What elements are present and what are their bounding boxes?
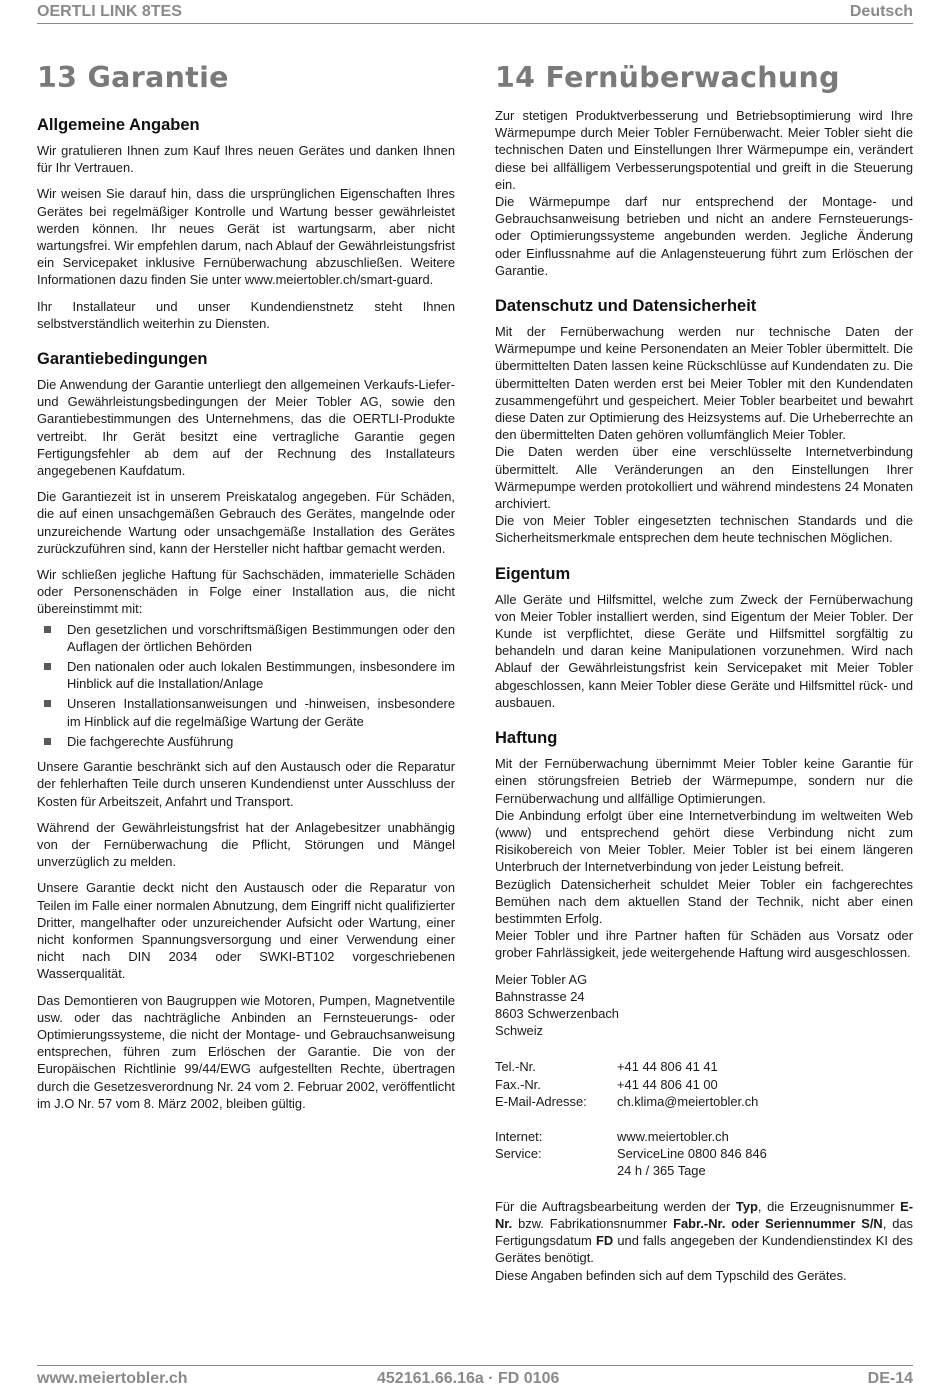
address-line: Bahnstrasse 24 — [495, 988, 585, 1004]
paragraph: Unsere Garantie beschränkt sich auf den Austausch oder die Reparatur der fehlerhaften Teile durch unseren Kundendienst unter Ausschluss der Kosten für Arbeitszeit, Anfahrt und Transport. — [37, 759, 455, 809]
column-fernueberwachung — [495, 58, 913, 1293]
heading-allgemeine-angaben: Allgemeine Angaben — [37, 116, 200, 134]
contact-label: Tel.-Nr. — [495, 1059, 536, 1075]
list-item: Die fachgerechte Ausführung — [37, 733, 455, 750]
paragraph: Bezüglich Datensicherheit schuldet Meier Tobler ein fachgerechtes Bemühen nach dem aktuellen Stand der Technik, nicht aber einen bestimmten Erfolg. — [495, 876, 913, 926]
contact-label: Internet: — [495, 1128, 543, 1144]
table-row — [495, 1128, 767, 1145]
list-item: Den gesetzlichen und vorschriftsmäßigen Bestimmungen oder den Auflagen der örtlichen Behörden — [37, 621, 455, 655]
paragraph: Das Demontieren von Baugruppen wie Motoren, Pumpen, Magnetventile usw. oder das nachträgliche Anbinden an Fernsteuerungs- oder Optimierungssysteme, die nicht der Montage- und Gebrauchsanweisung entsprechen, führen zum Erlöschen der Garantie. Die von der Europäischen Richtlinie 99/44/EWG aufgestellten Rechte, übertragen durch die Gesetzesverordnung Nr. 24 vom 2. Februar 2002, veröffentlicht im J.O Nr. 57 vom 8. März 2002, bleiben gültig. — [37, 992, 455, 1111]
contact-value: ServiceLine 0800 846 846 — [617, 1145, 767, 1161]
conditions-list — [37, 621, 455, 750]
address-line: 8603 Schwerzenbach — [495, 1005, 619, 1021]
paragraph: Die Wärmepumpe darf nur entsprechend der Montage- und Gebrauchsanweisung betrieben und nicht an andere Fernsteuerungs- oder Optimierungssysteme angebunden werden. Jegliche Änderung oder Einflussnahme auf die Anlagensteuerung führt zum Erlöschen der Garantie. — [495, 194, 913, 278]
heading-haftung: Haftung — [495, 729, 558, 748]
list-item: Unseren Installationsanweisungen und -hinweisen, insbesondere im Hinblick auf die regelmäßige Wartung der Geräte — [37, 695, 455, 729]
company-address — [495, 971, 913, 1040]
address-line: Schweiz — [495, 1023, 543, 1039]
page-header — [37, 0, 913, 24]
paragraph: Die Anwendung der Garantie unterliegt den allgemeinen Verkaufs-Liefer- und Gewährleistungsbedingungen der Meier Tobler AG, sowie den Garantiebestimmungen des Unternehmens, das die OERTLI-Produkte vertreibt. Ihr Gerät besitzt eine vertragliche Garantie gegen Fertigungsfehler ab dem auf der Rechnung des Installateurs angegebenen Kaufdatum. — [37, 377, 455, 479]
section-title-garantie: 13 Garantie — [37, 61, 229, 94]
paragraph: Mit der Fernüberwachung übernimmt Meier Tobler keine Garantie für einen störungsfreien Betrieb der Wärmepumpe, sondern nur die Fernüberwachung und allfällige Optimierungen. — [495, 756, 913, 806]
paragraph: Alle Geräte und Hilfsmittel, welche zum Zweck der Fernüberwachung von Meier Tobler installiert werden, sind Eigentum der Meier Tobler. Der Kunde ist verpflichtet, diese Geräte und Hilfsmittel sorgfältig zu behandeln und daran keine Manipulationen vorzunehmen. Wird nach Ablauf der Gewährleistungsfrist kein Servicepaket mit Meier Tobler abgeschlossen, kann Meier Tobler diese Geräte und Hilfsmittel rück- und ausbauen. — [495, 591, 913, 710]
table-row — [495, 1162, 767, 1179]
header-product-name: OERTLI LINK 8TES — [37, 2, 182, 20]
heading-eigentum: Eigentum — [495, 564, 571, 583]
contact-label: Service: — [495, 1145, 542, 1161]
paragraph: Diese Angaben befinden sich auf dem Typschild des Gerätes. — [495, 1267, 847, 1283]
paragraph: Die von Meier Tobler eingesetzten technischen Standards und die Sicherheitsmerkmale entsprechen dem heute technischen Möglichen. — [495, 513, 913, 546]
paragraph: Die Garantiezeit ist in unserem Preiskatalog angegeben. Für Schäden, die auf einen unsachgemäßen Gebrauch des Gerätes, mangelnde oder unzureichende Wartung oder unsachgemäße Installation des Gerätes zurückzuführen sind, kann der Hersteller nicht haftbar gemacht werden. — [37, 489, 455, 556]
square-bullet-icon — [44, 626, 51, 633]
contact-value: 24 h / 365 Tage — [617, 1163, 706, 1179]
paragraph: Unsere Garantie deckt nicht den Austausch oder die Reparatur von Teilen im Falle einer normalen Abnutzung, dem Eingriff nicht qualifizierter Dritter, mangelhafter oder unzureichender Aufsicht oder Wartung, einer nicht konformen Spannungsversorgung und einer Verwendung einer nicht nach DIN 2034 oder SWKI-BT102 vorgeschriebenen Wasserqualität. — [37, 880, 455, 982]
paragraph: Meier Tobler und ihre Partner haften für Schäden aus Vorsatz oder grober Fahrlässigkeit, jede weitergehende Haftung wird ausgeschlossen. — [495, 928, 913, 961]
order-info-note: Für die Auftragsbearbeitung werden der Typ, die Erzeugnisnummer E-Nr. bzw. Fabrikationsnummer Fabr.-Nr. oder Seriennummer S/N, das Fertigungsdatum FD und falls angegeben der Kundendienstindex KI des Gerätes benötigt. — [495, 1198, 913, 1266]
paragraph: Wir schließen jegliche Haftung für Sachschäden, immaterielle Schäden oder Personenschäden in Folge einer Installation aus, die nicht übereinstimmt mit: — [37, 567, 455, 617]
page-footer — [37, 1365, 913, 1386]
contact-value: +41 44 806 41 00 — [617, 1076, 718, 1092]
column-garantie — [37, 58, 455, 1121]
web-service-table — [495, 1128, 767, 1180]
square-bullet-icon — [44, 700, 51, 707]
paragraph: Wir gratulieren Ihnen zum Kauf Ihres neuen Gerätes und danken Ihnen für Ihr Vertrauen. — [37, 143, 455, 176]
square-bullet-icon — [44, 738, 51, 745]
paragraph: Zur stetigen Produktverbesserung und Betriebsoptimierung wird Ihre Wärmepumpe durch Meier Tobler Fernüberwacht. Meier Tobler sieht die technischen Daten und Einstellungen Ihrer Wärmepumpe ein, verändert diese bei allfälligem Verbesserungspotential und greift in die Steuerung ein. — [495, 108, 913, 192]
heading-garantiebedingungen: Garantiebedingungen — [37, 350, 208, 369]
footer-page-number: DE-14 — [867, 1370, 913, 1387]
heading-datenschutz: Datenschutz und Datensicherheit — [495, 297, 757, 316]
footer-website: www.meiertobler.ch — [37, 1370, 188, 1387]
paragraph: Ihr Installateur und unser Kundendienstnetz steht Ihnen selbstverständlich weiterhin zu Diensten. — [37, 298, 455, 331]
paragraph: Während der Gewährleistungsfrist hat der Anlagebesitzer unabhängig von der Fernüberwachung die Pflicht, Störungen und Mängel unverzüglich zu melden. — [37, 819, 455, 870]
contact-table — [495, 1058, 758, 1110]
list-item: Den nationalen oder auch lokalen Bestimmungen, insbesondere im Hinblick auf die Installation/Anlage — [37, 658, 455, 692]
paragraph: Die Anbindung erfolgt über eine Internetverbindung im weltweiten Web (www) und entsprechend gehört diese Verbindung nicht zum Risikobereich von Meier Tobler. Meier Tobler ist bei einem längeren Unterbruch der Internetverbindung von jeder Leistung befreit. — [495, 807, 913, 875]
contact-value: +41 44 806 41 41 — [617, 1059, 718, 1075]
footer-document-number: 452161.66.16a · FD 0106 — [377, 1370, 560, 1387]
table-row — [495, 1058, 758, 1075]
header-language: Deutsch — [849, 2, 913, 20]
paragraph: Mit der Fernüberwachung werden nur technische Daten der Wärmepumpe und keine Personendaten an Meier Tobler übermittelt. Die übermittelten Daten lassen keine Rückschlüsse auf Kundendaten zu. Die übermittelten Daten werden erst bei Meier Tobler mit den Kundendaten zusammengeführt und gespeichert. Meier Tobler bearbeitet und bewahrt diese Daten zur Optimierung des Heizsystems auf. Die Urheberrechte an den übermittelten Daten gehören vollumfänglich Meier Tobler. — [495, 324, 913, 443]
contact-label: Fax.-Nr. — [495, 1076, 541, 1092]
table-row — [495, 1093, 758, 1110]
contact-label — [495, 1162, 617, 1179]
address-line: Meier Tobler AG — [495, 971, 588, 987]
paragraph: Die Daten werden über eine verschlüsselte Internetverbindung übermittelt. Alle Veränderungen an den Einstellungen Ihrer Wärmepumpe werden protokolliert und während mindestens 24 Monaten archiviert. — [495, 444, 913, 512]
contact-value: ch.klima@meiertobler.ch — [617, 1094, 759, 1110]
square-bullet-icon — [44, 663, 51, 670]
table-row — [495, 1145, 767, 1162]
table-row — [495, 1076, 758, 1093]
paragraph: Wir weisen Sie darauf hin, dass die ursprünglichen Eigenschaften Ihres Gerätes bei regelmäßiger Kontrolle und Wartung besser gewährleistet werden können. Ihr neues Gerät ist wartungsarm, aber nicht wartungsfrei. Wir empfehlen darum, nach Ablauf der Gewährleistungsfrist ein Servicepaket inklusive Fernüberwachung abzuschließen. Weitere Informationen dazu finden Sie unter www.meiertobler.ch/smart-guard. — [37, 186, 455, 288]
contact-label: E-Mail-Adresse: — [495, 1094, 587, 1110]
contact-value: www.meiertobler.ch — [617, 1128, 729, 1144]
section-title-fernueberwachung: 14 Fernüberwachung — [495, 61, 840, 94]
